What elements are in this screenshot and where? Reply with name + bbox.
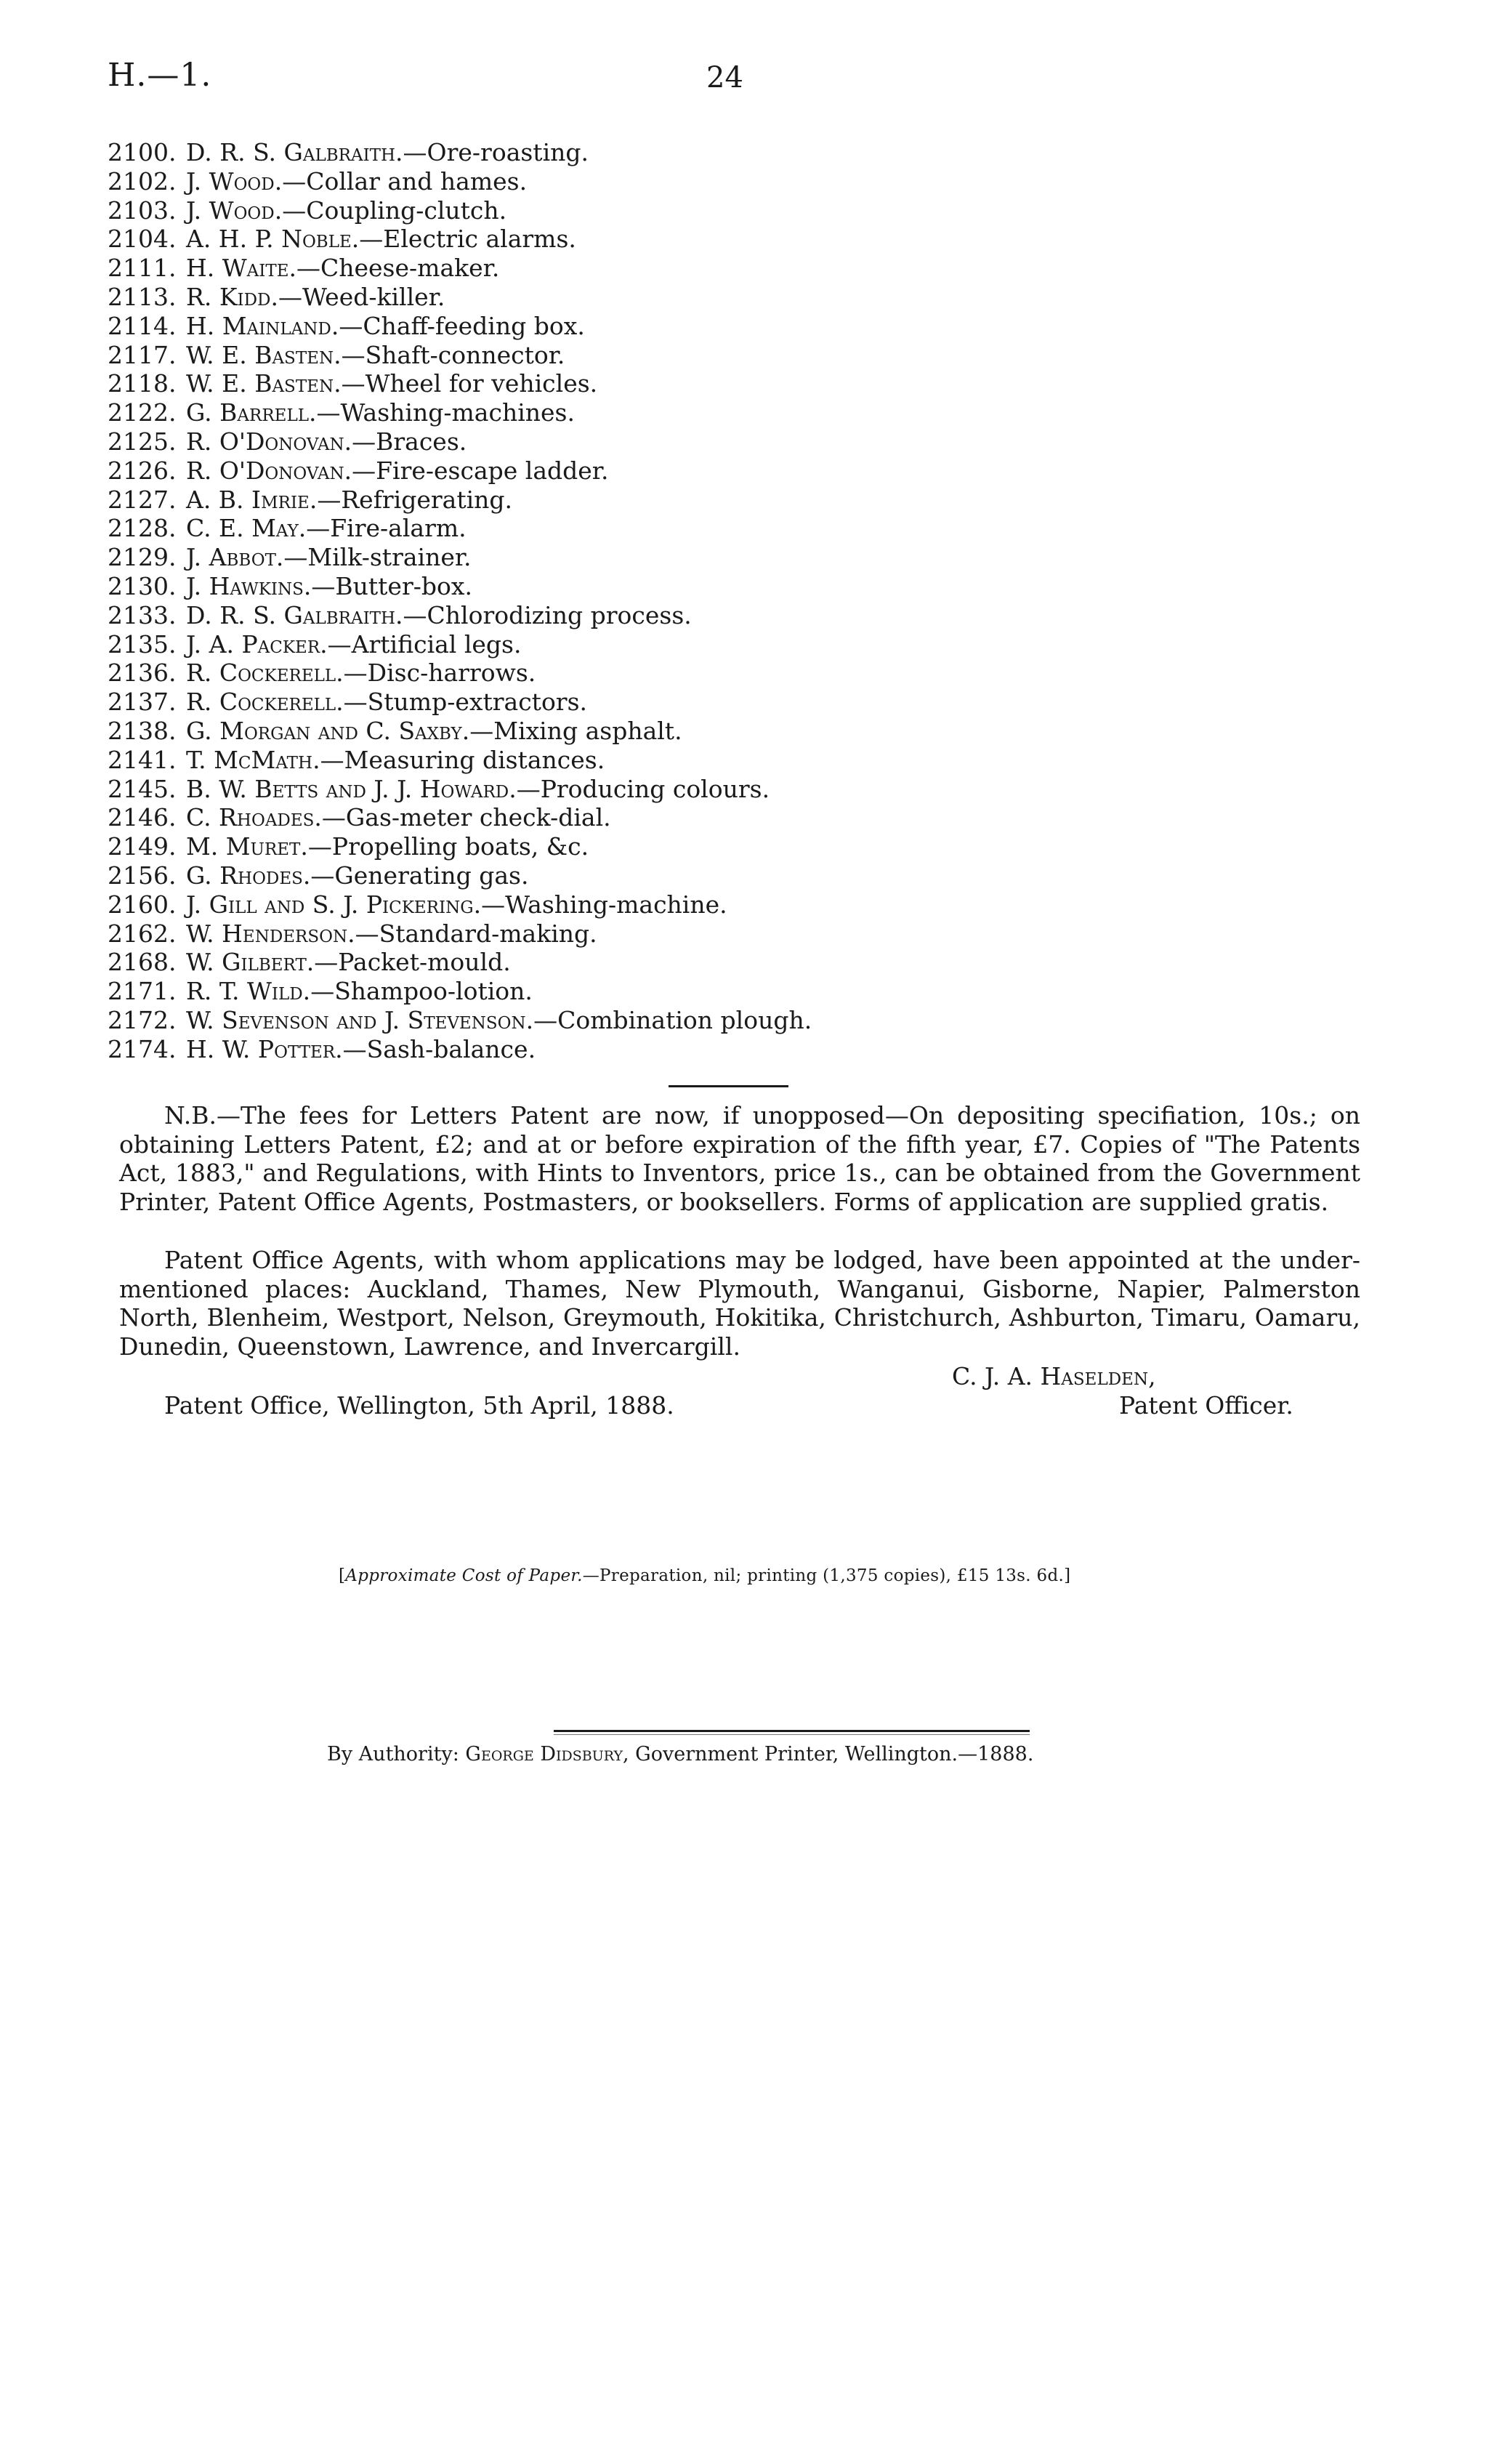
invention-title: —Artificial legs. [327,629,522,659]
applicant-name: R. O'Donovan. [186,427,352,456]
invention-title: —Fire-escape ladder. [352,456,609,485]
applicant-name: J. Wood. [186,166,283,196]
list-item [108,1006,1125,1035]
application-number: 2122. [108,398,177,427]
applicant-name: C. E. May. [186,514,307,543]
application-number: 2146. [108,803,177,832]
applicant-name: M. Muret. [186,832,308,861]
invention-title: —Coupling-clutch. [282,196,507,225]
applicant-name: W. E. Basten. [186,340,342,369]
invention-title: —Washing-machine. [481,890,727,919]
applicant-name: J. Wood. [186,196,283,225]
document-reference: H.—1. [108,57,212,94]
invention-title: —Braces. [352,427,467,456]
list-item [108,138,1125,167]
list-item [108,543,1125,572]
cost-note-open: [ [339,1566,346,1585]
invention-title: —Packet-mould. [314,948,511,977]
applicant-name: R. Kidd. [186,282,278,311]
applicant-name: R. T. Wild. [186,977,311,1006]
application-number: 2136. [108,659,177,688]
invention-title: —Fire-alarm. [306,514,467,543]
application-number: 2102. [108,166,177,196]
invention-title: —Measuring distances. [320,745,605,774]
application-number: 2111. [108,254,177,283]
invention-title: —Generating gas. [310,861,529,890]
imprint-suffix: , Government Printer, Wellington.—1888. [622,1743,1034,1766]
application-number: 2156. [108,861,177,890]
application-number: 2104. [108,225,177,254]
application-number: 2135. [108,629,177,659]
cost-note-text: —Preparation, nil; printing (1,375 copies), £15 13s. 6d.] [582,1566,1071,1585]
invention-title: —Electric alarms. [359,225,576,254]
applicant-name: W. Henderson. [186,919,355,948]
application-number: 2128. [108,514,177,543]
list-item [108,456,1125,486]
agents-note: Patent Office Agents, with whom applications may be lodged, have been appointed at the under-mentioned places: Auckland, Thames, New Plymouth, Wanganui, Gisborne, Napier, Palmerston North, Blenheim, Westport, Nelson, Greymouth, Hokitika, Christchurch, Ashburton, Timaru, Oamaru, Dunedin, Queenstown, Lawrence, and Invercargill. [119,1246,1360,1361]
invention-title: —Producing colours. [516,774,770,803]
invention-title: —Propelling boats, &c. [307,832,589,861]
application-number: 2125. [108,427,177,456]
list-item [108,225,1125,254]
list-item [108,427,1125,456]
list-item [108,775,1125,804]
list-item [108,717,1125,746]
fees-note: N.B.—The fees for Letters Patent are now, if unopposed—On depositing specifiation, 10s.; on obtaining Letters Patent, £2; and at or before expiration of the fifth year, £7. Copies of "The Patents Act, 1883," and Regulations, with Hints to Inventors, price 1s., can be obtained from the Government Printer, Patent Office Agents, Postmasters, or booksellers. Forms of application are supplied gratis. [119,1101,1360,1216]
application-number: 2174. [108,1034,177,1063]
applicant-name: C. Rhoades. [186,803,322,832]
list-item [108,861,1125,890]
invention-title: —Combination plough. [533,1005,812,1034]
applicant-name: W. E. Basten. [186,369,342,398]
list-item [108,659,1125,688]
invention-title: —Gas-meter check-dial. [321,803,611,832]
application-number: 2126. [108,456,177,485]
applicant-name: G. Rhodes. [186,861,311,890]
list-item [108,398,1125,427]
printer-name: George Didsbury [465,1743,623,1766]
application-number: 2168. [108,948,177,977]
signatory-name: C. J. A. Haselden, [952,1362,1156,1390]
applicant-name: D. R. S. Galbraith. [186,138,403,166]
applicant-name: H. Mainland. [186,311,339,340]
invention-title: —Shampoo-lotion. [310,977,533,1006]
list-item [108,1035,1125,1064]
page-number: 24 [706,61,743,94]
office-date-line: Patent Office, Wellington, 5th April, 1888. [164,1391,674,1420]
application-number: 2117. [108,340,177,369]
application-number: 2113. [108,282,177,311]
list-item [108,167,1125,196]
invention-title: —Stump-extractors. [343,688,588,717]
signatory-title: Patent Officer. [1119,1391,1293,1420]
applicant-name: R. Cockerell. [186,688,344,717]
application-number: 2160. [108,890,177,919]
list-item [108,746,1125,775]
patent-applications-list [108,138,1125,1064]
applicant-name: J. Hawkins. [186,571,312,600]
application-number: 2127. [108,485,177,514]
list-item [108,283,1125,312]
applicant-name: A. B. Imrie. [186,485,318,514]
applicant-name: H. Waite. [186,254,296,283]
application-number: 2172. [108,1005,177,1034]
list-item [108,514,1125,543]
application-number: 2171. [108,977,177,1006]
list-item [108,977,1125,1006]
invention-title: —Butter-box. [311,571,472,600]
list-item [108,919,1125,949]
list-item [108,312,1125,341]
application-number: 2145. [108,774,177,803]
applicant-name: H. W. Potter. [186,1034,343,1063]
invention-title: —Mixing asphalt. [469,716,682,745]
application-number: 2162. [108,919,177,948]
invention-title: —Ore-roasting. [403,138,589,166]
list-item [108,832,1125,861]
application-number: 2114. [108,311,177,340]
invention-title: —Weed-killer. [278,282,445,311]
applicant-name: R. O'Donovan. [186,456,352,485]
application-number: 2137. [108,688,177,717]
applicant-name: G. Morgan and C. Saxby. [186,716,470,745]
applicant-name: W. Sevenson and J. Stevenson. [186,1005,534,1034]
invention-title: —Standard-making. [355,919,597,948]
list-item [108,369,1125,398]
list-item [108,688,1125,717]
applicant-name: W. Gilbert. [186,948,315,977]
applicant-name: B. W. Betts and J. J. Howard. [186,774,517,803]
list-item [108,890,1125,919]
invention-title: —Refrigerating. [317,485,513,514]
applicant-name: J. Abbot. [186,543,284,572]
invention-title: —Disc-harrows. [343,659,536,688]
invention-title: —Milk-strainer. [283,543,472,572]
imprint-rule-thin [554,1734,1030,1735]
application-number: 2130. [108,571,177,600]
application-number: 2100. [108,138,177,166]
applicant-name: T. McMath. [186,745,320,774]
invention-title: —Chlorodizing process. [403,600,692,629]
invention-title: —Cheese-maker. [296,254,500,283]
invention-title: —Chaff-feeding box. [339,311,585,340]
application-number: 2118. [108,369,177,398]
list-item [108,948,1125,977]
invention-title: —Sash-balance. [342,1034,536,1063]
invention-title: —Shaft-connector. [341,340,565,369]
applicant-name: G. Barrell. [186,398,317,427]
application-number: 2103. [108,196,177,225]
invention-title: —Wheel for vehicles. [341,369,598,398]
application-number: 2141. [108,745,177,774]
list-item [108,601,1125,630]
list-item [108,341,1125,370]
application-number: 2133. [108,600,177,629]
cost-note-label: Approximate Cost of Paper. [345,1566,583,1585]
list-item [108,254,1125,283]
cost-note [339,1566,1070,1585]
imprint-prefix: By Authority: [327,1743,466,1766]
applicant-name: A. H. P. Noble. [186,225,360,254]
invention-title: —Collar and hames. [282,166,528,196]
applicant-name: J. Gill and S. J. Pickering. [186,890,482,919]
application-number: 2149. [108,832,177,861]
list-item [108,630,1125,659]
list-item [108,486,1125,515]
applicant-name: J. A. Packer. [186,629,328,659]
printer-imprint [327,1743,1033,1766]
application-number: 2129. [108,543,177,572]
applicant-name: D. R. S. Galbraith. [186,600,403,629]
imprint-rule [554,1730,1030,1732]
list-item [108,196,1125,225]
applicant-name: R. Cockerell. [186,659,344,688]
section-divider [669,1085,788,1087]
application-number: 2138. [108,716,177,745]
invention-title: —Washing-machines. [316,398,575,427]
list-item [108,803,1125,832]
list-item [108,572,1125,601]
